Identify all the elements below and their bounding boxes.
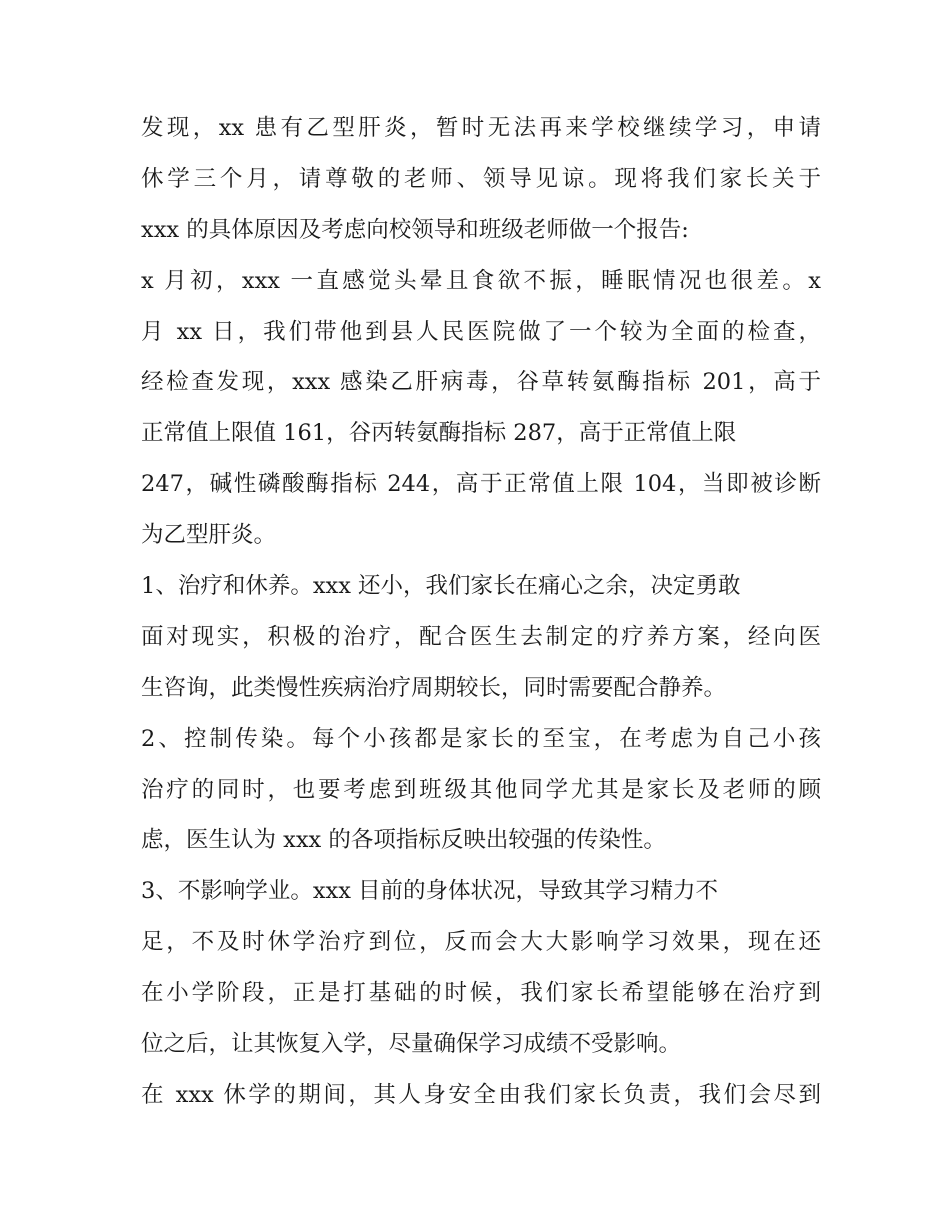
text-line-17: 足，不及时休学治疗到位，反而会大大影响学习效果，现在还 (141, 929, 821, 956)
text-line-9: 为乙型肝炎。 (141, 522, 277, 549)
text-line-20: 在 xxx 休学的期间，其人身安全由我们家长负责，我们会尽到 (141, 1081, 821, 1108)
text-line-8: 247，碱性磷酸酶指标 244，高于正常值上限 104，当即被诊断 (141, 471, 821, 498)
text-line-16: 3、不影响学业。xxx 目前的身体状况，导致其学习精力不 (141, 878, 719, 905)
text-line-3: xxx 的具体原因及考虑向校领导和班级老师做一个报告: (141, 216, 689, 243)
text-line-15: 虑，医生认为 xxx 的各项指标反映出较强的传染性。 (141, 827, 666, 854)
text-line-5: 月 xx 日，我们带他到县人民医院做了一个较为全面的检查， (141, 318, 821, 345)
text-line-19: 位之后，让其恢复入学，尽量确保学习成绩不受影响。 (141, 1031, 682, 1058)
text-line-18: 在小学阶段，正是打基础的时候，我们家长希望能够在治疗到 (141, 980, 821, 1007)
text-line-4: x 月初，xxx 一直感觉头晕且食欲不振，睡眠情况也很差。x (141, 267, 821, 294)
text-line-14: 治疗的同时，也要考虑到班级其他同学尤其是家长及老师的顾 (141, 776, 821, 803)
text-line-13: 2、控制传染。每个小孩都是家长的至宝，在考虑为自己小孩 (141, 725, 821, 752)
text-line-12: 生咨询，此类慢性疾病治疗周期较长，同时需要配合静养。 (141, 674, 727, 701)
text-line-1: 发现，xx 患有乙型肝炎，暂时无法再来学校继续学习，申请 (141, 115, 821, 141)
text-line-10: 1、治疗和休养。xxx 还小，我们家长在痛心之余，决定勇敢 (141, 573, 741, 600)
text-line-2: 休学三个月，请尊敬的老师、领导见谅。现将我们家长关于 (141, 165, 821, 192)
text-line-11: 面对现实，积极的治疗，配合医生去制定的疗养方案，经向医 (141, 623, 821, 650)
text-line-6: 经检查发现，xxx 感染乙肝病毒，谷草转氨酶指标 201，高于 (141, 369, 821, 396)
letter-body (141, 103, 821, 1121)
text-line-7: 正常值上限值 161，谷丙转氨酶指标 287，高于正常值上限 (141, 420, 737, 447)
